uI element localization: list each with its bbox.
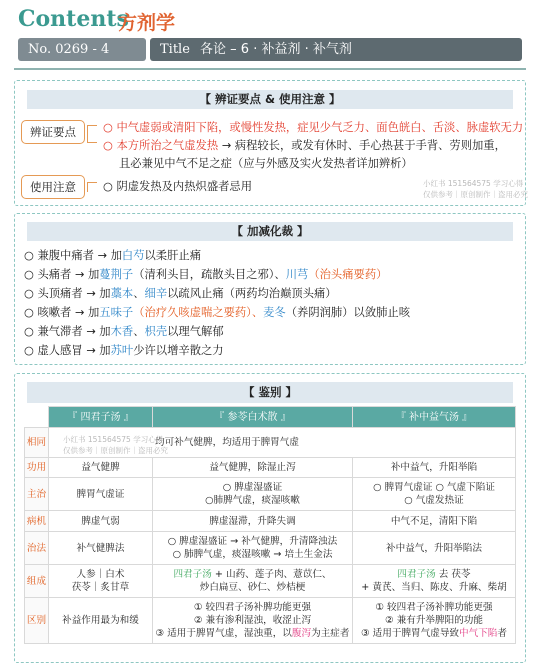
comparison-panel xyxy=(14,373,526,663)
header-divider xyxy=(14,68,526,70)
table-row: 主治 脾胃气虚证 ○ 脾虚湿盛证 ○肺脾气虚，痰湿咳嗽 ○ 脾胃气虚证 ○ 气虚下陷证 ○ 气虚发热证 xyxy=(25,478,516,511)
modification-item: ○ 咳嗽者 → 加五味子（治疗久咳虚喘之要药）、麦冬（养阴润肺）以敛肺止咳 xyxy=(24,306,411,319)
modifications-heading: 【 加减化裁 】 xyxy=(27,222,513,241)
table-row: 功用 益气健脾 益气健脾，除湿止泻 补中益气，升阳举陷 xyxy=(25,458,516,478)
key-point-line-1: ○ 中气虚弱或清阳下陷，或慢性发热，症见少气乏力、面色㿠白、舌淡、脉虚软无力 xyxy=(103,121,524,134)
table-row: 区别 补益作用最为和缓 ① 较四君子汤补脾功能更强 ② 兼有渗利湿浊，收涩止泻 ③ 适用于脾胃气虚，湿浊重，以腹泻为主症者 ① 较四君子汤补脾功能更强 ② 兼有升举脾阳的功能 ③ 适用于脾胃气虚导致中气下陷者 xyxy=(25,598,516,644)
page-header xyxy=(0,0,540,70)
watermark: 小红书 151564575 学习心得 仅供参考｜原创制作｜盗用必究 xyxy=(63,435,168,455)
bracket xyxy=(87,125,97,143)
modifications-panel xyxy=(14,213,526,365)
caution-line: ○ 阴虚发热及内热炽盛者忌用 xyxy=(103,180,253,193)
subject-title: 方剂学 xyxy=(118,12,176,34)
note-number: No. 0269 - 4 xyxy=(18,38,146,61)
column-header: 『 补中益气汤 』 xyxy=(353,407,516,428)
table-row: 相同 均可补气健脾，均适用于脾胃气虚 xyxy=(25,428,516,458)
diagnosis-label: 辨证要点 xyxy=(21,120,85,144)
table-row: 组成 人参｜白术 茯苓｜炙甘草 四君子汤 + 山药、莲子肉、薏苡仁、 炒白扁豆、砂仁、炒桔梗 四君子汤 去 茯苓 + 黄芪、当归、陈皮、升麻、柴胡 xyxy=(25,565,516,598)
title-text: 各论 – 6 · 补益剂 · 补气剂 xyxy=(200,42,352,57)
title-label: Title xyxy=(160,42,190,57)
table-header-row xyxy=(25,407,516,428)
column-header: 『 参苓白术散 』 xyxy=(153,407,353,428)
modification-item: ○ 头顶痛者 → 加藁本、细辛以疏风止痛（两药均治巅顶头痛） xyxy=(24,287,337,300)
brand-title: Contents xyxy=(18,6,129,32)
modification-item: ○ 兼气滞者 → 加木香、枳壳以理气解郁 xyxy=(24,325,224,338)
key-point-line-3: 且必兼见中气不足之症（应与外感及实火发热者详加辨析） xyxy=(119,157,413,170)
table-row: 病机 脾虚气弱 脾虚湿滞，升降失调 中气不足，清阳下陷 xyxy=(25,511,516,532)
comparison-heading: 【 鉴别 】 xyxy=(27,382,513,403)
column-header: 『 四君子汤 』 xyxy=(49,407,153,428)
table-row: 治法 补气健脾法 ○ 脾虚湿盛证 → 补气健脾，升清降浊法 ○ 肺脾气虚，痰湿咳嗽 → 培土生金法 补中益气，升阳举陷法 xyxy=(25,532,516,565)
note-title xyxy=(150,38,522,61)
modification-item: ○ 兼腹中痛者 → 加白芍以柔肝止痛 xyxy=(24,249,201,262)
modification-item: ○ 虚人感冒 → 加苏叶少许以增辛散之力 xyxy=(24,344,224,357)
modification-item: ○ 头痛者 → 加蔓荆子（清利头目，疏散头目之邪）、川芎（治头痛要药） xyxy=(24,268,388,281)
key-points-panel xyxy=(14,80,526,206)
key-point-line-2: ○ 本方所治之气虚发热 → 病程较长，或发有休时、手心热甚于手背、劳则加重， xyxy=(103,139,506,152)
corner-cell xyxy=(25,407,49,428)
bracket xyxy=(87,182,97,192)
watermark: 小红书 151564575 学习心得 仅供参考｜原创制作｜盗用必究 xyxy=(423,179,528,199)
caution-label: 使用注意 xyxy=(21,175,85,199)
key-points-heading: 【 辨证要点 & 使用注意 】 xyxy=(27,90,513,109)
